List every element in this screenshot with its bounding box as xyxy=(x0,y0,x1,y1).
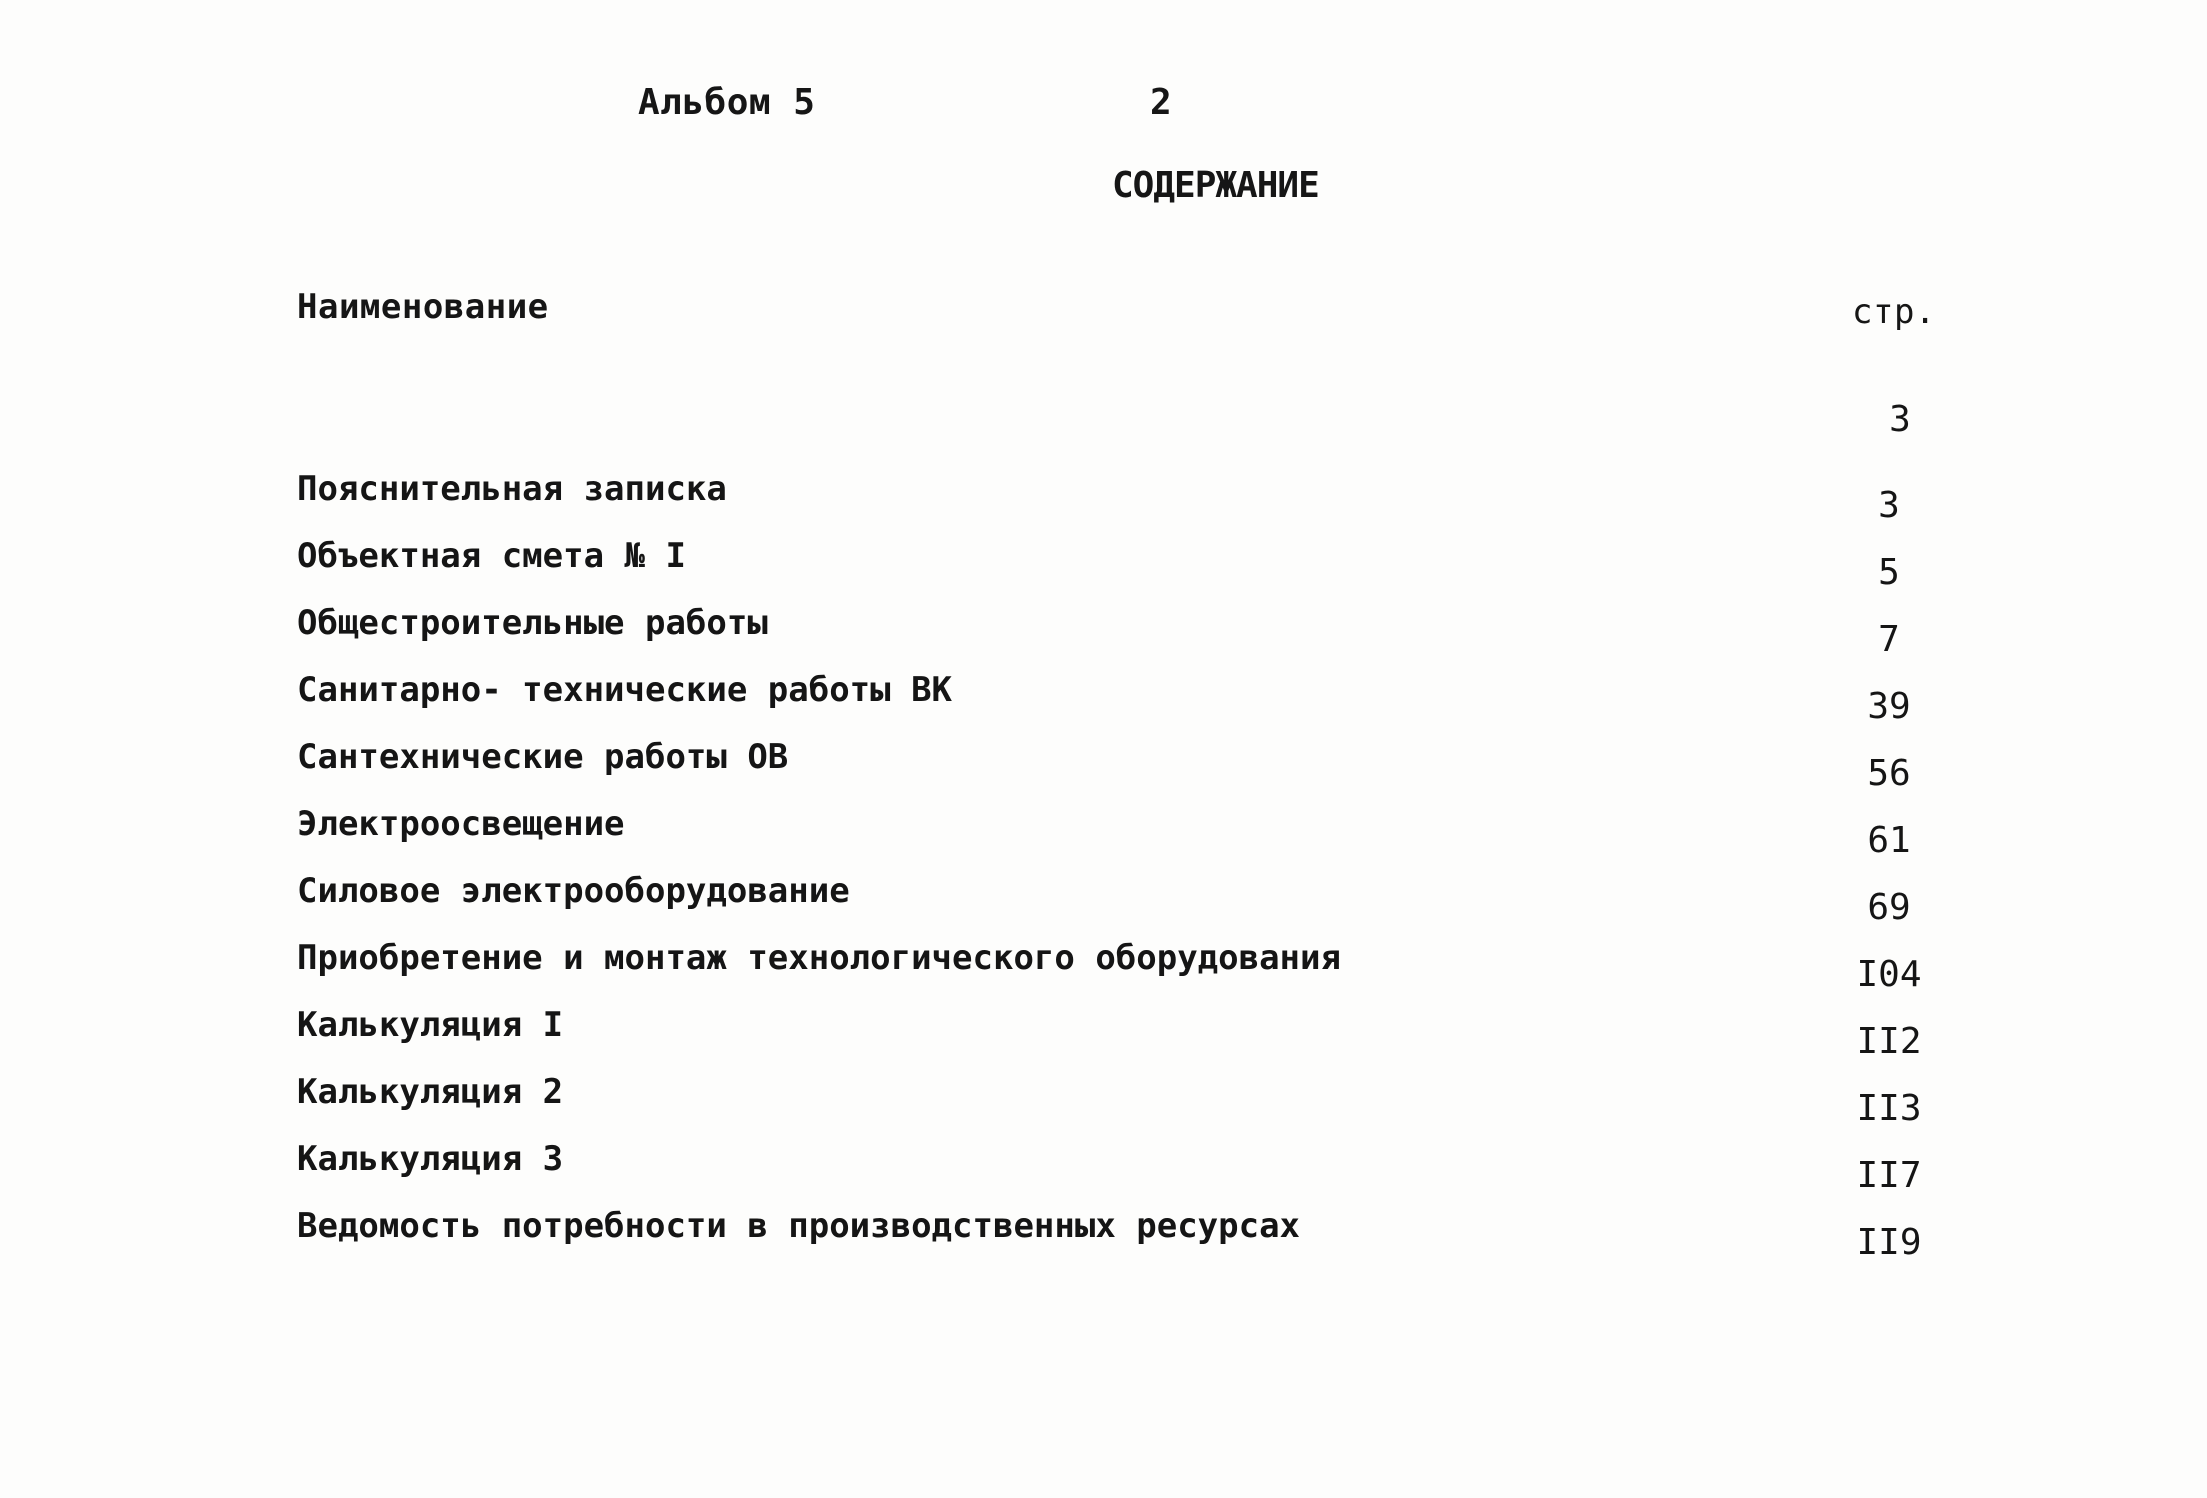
contents-list xyxy=(297,469,1957,1276)
entry-page: II9 xyxy=(1856,1222,1922,1263)
column-header-name: Наименование xyxy=(297,287,549,327)
page-title: СОДЕРЖАНИЕ xyxy=(1112,165,1319,206)
page-number: 2 xyxy=(1150,82,1173,123)
album-label: Альбом 5 xyxy=(638,82,816,123)
entry-name: Объектная смета № I xyxy=(297,536,686,576)
contents-entry xyxy=(297,1005,1957,1075)
entry-page: 7 xyxy=(1878,619,1900,660)
entry-page: 5 xyxy=(1878,552,1900,593)
column-header-page: стр. xyxy=(1852,292,1936,332)
first-page-number: 3 xyxy=(1889,399,1911,440)
contents-entry xyxy=(297,1139,1957,1209)
entry-name: Санитарно- технические работы ВК xyxy=(297,670,953,710)
entry-name: Ведомость потребности в производственных ресурсах xyxy=(297,1206,1301,1246)
contents-entry xyxy=(297,938,1957,1008)
contents-entry xyxy=(297,737,1957,807)
entry-page: II2 xyxy=(1856,1021,1922,1062)
entry-page: 69 xyxy=(1867,887,1911,928)
contents-entry xyxy=(297,469,1957,539)
entry-page: II7 xyxy=(1856,1155,1922,1196)
entry-page: 39 xyxy=(1867,686,1911,727)
entry-name: Калькуляция 2 xyxy=(297,1072,564,1112)
entry-name: Калькуляция I xyxy=(297,1005,564,1045)
entry-name: Сантехнические работы ОВ xyxy=(297,737,789,777)
entry-page: 3 xyxy=(1878,485,1900,526)
entry-name: Силовое электрооборудование xyxy=(297,871,850,911)
entry-name: Приобретение и монтаж технологического оборудования xyxy=(297,938,1341,978)
contents-entry xyxy=(297,670,1957,740)
entry-page: 56 xyxy=(1867,753,1911,794)
contents-entry xyxy=(297,871,1957,941)
contents-entry xyxy=(297,804,1957,874)
entry-name: Общестроительные работы xyxy=(297,603,768,643)
entry-name: Электроосвещение xyxy=(297,804,625,844)
contents-entry xyxy=(297,1072,1957,1142)
entry-page: 61 xyxy=(1867,820,1911,861)
entry-page: II3 xyxy=(1856,1088,1922,1129)
entry-name: Пояснительная записка xyxy=(297,469,727,509)
entry-page: I04 xyxy=(1856,954,1922,995)
entry-name: Калькуляция 3 xyxy=(297,1139,564,1179)
contents-entry xyxy=(297,1206,1957,1276)
contents-entry xyxy=(297,603,1957,673)
contents-entry xyxy=(297,536,1957,606)
